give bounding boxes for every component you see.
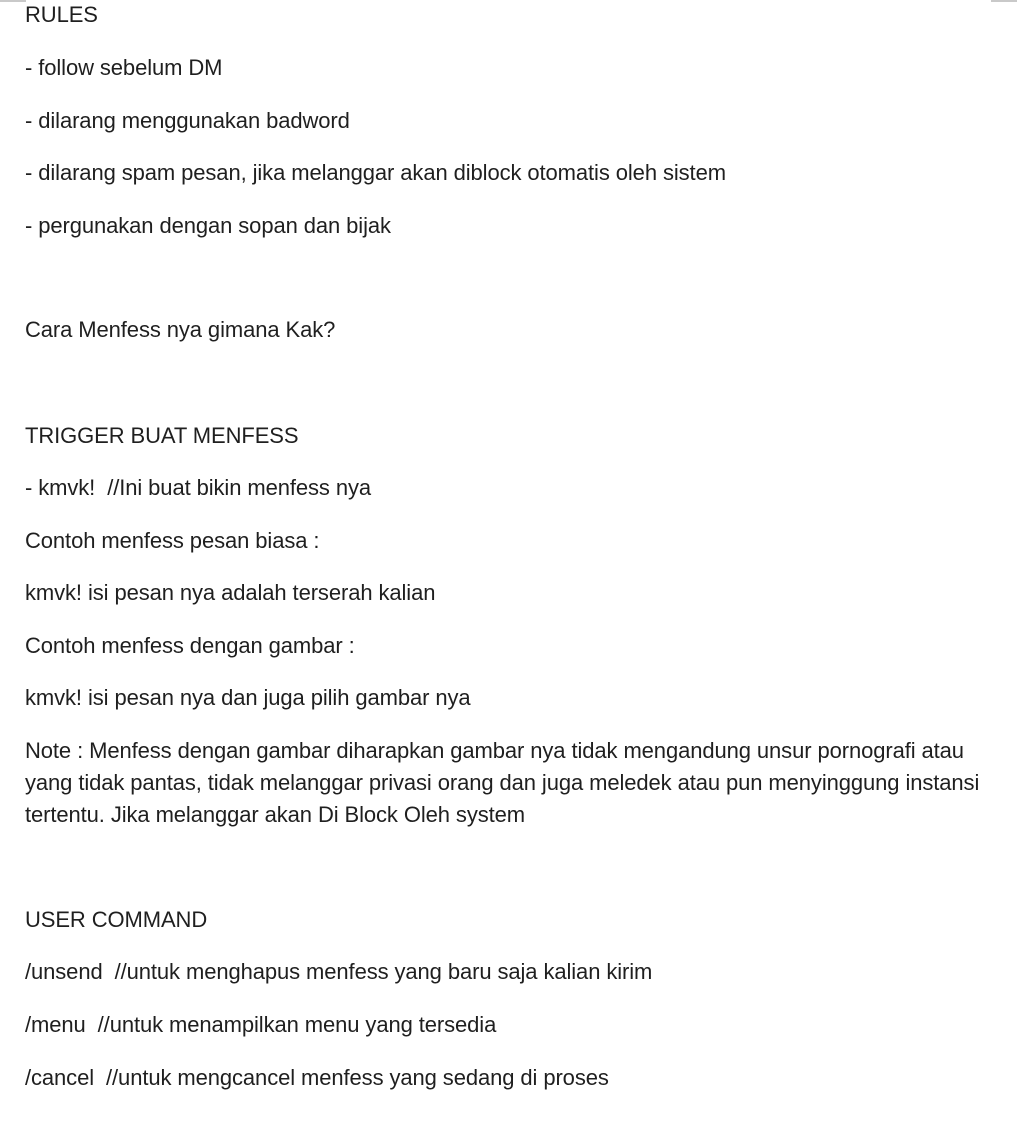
trigger-item: - kmvk! //Ini buat bikin menfess nya <box>25 475 371 500</box>
rule-item-sopan: - pergunakan dengan sopan dan bijak <box>25 213 391 238</box>
rule-item-spam: - dilarang spam pesan, jika melanggar akan diblock otomatis oleh sistem <box>25 160 726 185</box>
command-unsend: /unsend //untuk menghapus menfess yang baru saja kalian kirim <box>25 959 653 984</box>
note-paragraph: Note : Menfess dengan gambar diharapkan gambar nya tidak mengandung unsur pornografi atau yang tidak pantas, tidak melanggar privasi orang dan juga meledek atau pun menyinggung instansi tertentu. Jika melanggar akan Di Block Oleh system <box>25 738 980 827</box>
example-image-label: Contoh menfess dengan gambar : <box>25 633 355 658</box>
rules-heading: RULES <box>25 2 98 27</box>
rule-item-follow: - follow sebelum DM <box>25 55 223 80</box>
top-divider-left <box>0 0 26 2</box>
example-plain-label: Contoh menfess pesan biasa : <box>25 528 320 553</box>
command-cancel: /cancel //untuk mengcancel menfess yang sedang di proses <box>25 1065 609 1090</box>
trigger-heading: TRIGGER BUAT MENFESS <box>25 423 299 448</box>
command-menu: /menu //untuk menampilkan menu yang tersedia <box>25 1012 497 1037</box>
faq-question: Cara Menfess nya gimana Kak? <box>25 317 336 342</box>
example-plain-text: kmvk! isi pesan nya adalah terserah kalian <box>25 580 436 605</box>
top-divider-right <box>991 0 1017 2</box>
example-image-text: kmvk! isi pesan nya dan juga pilih gambar nya <box>25 685 471 710</box>
rule-item-badword: - dilarang menggunakan badword <box>25 108 350 133</box>
user-command-heading: USER COMMAND <box>25 907 208 932</box>
